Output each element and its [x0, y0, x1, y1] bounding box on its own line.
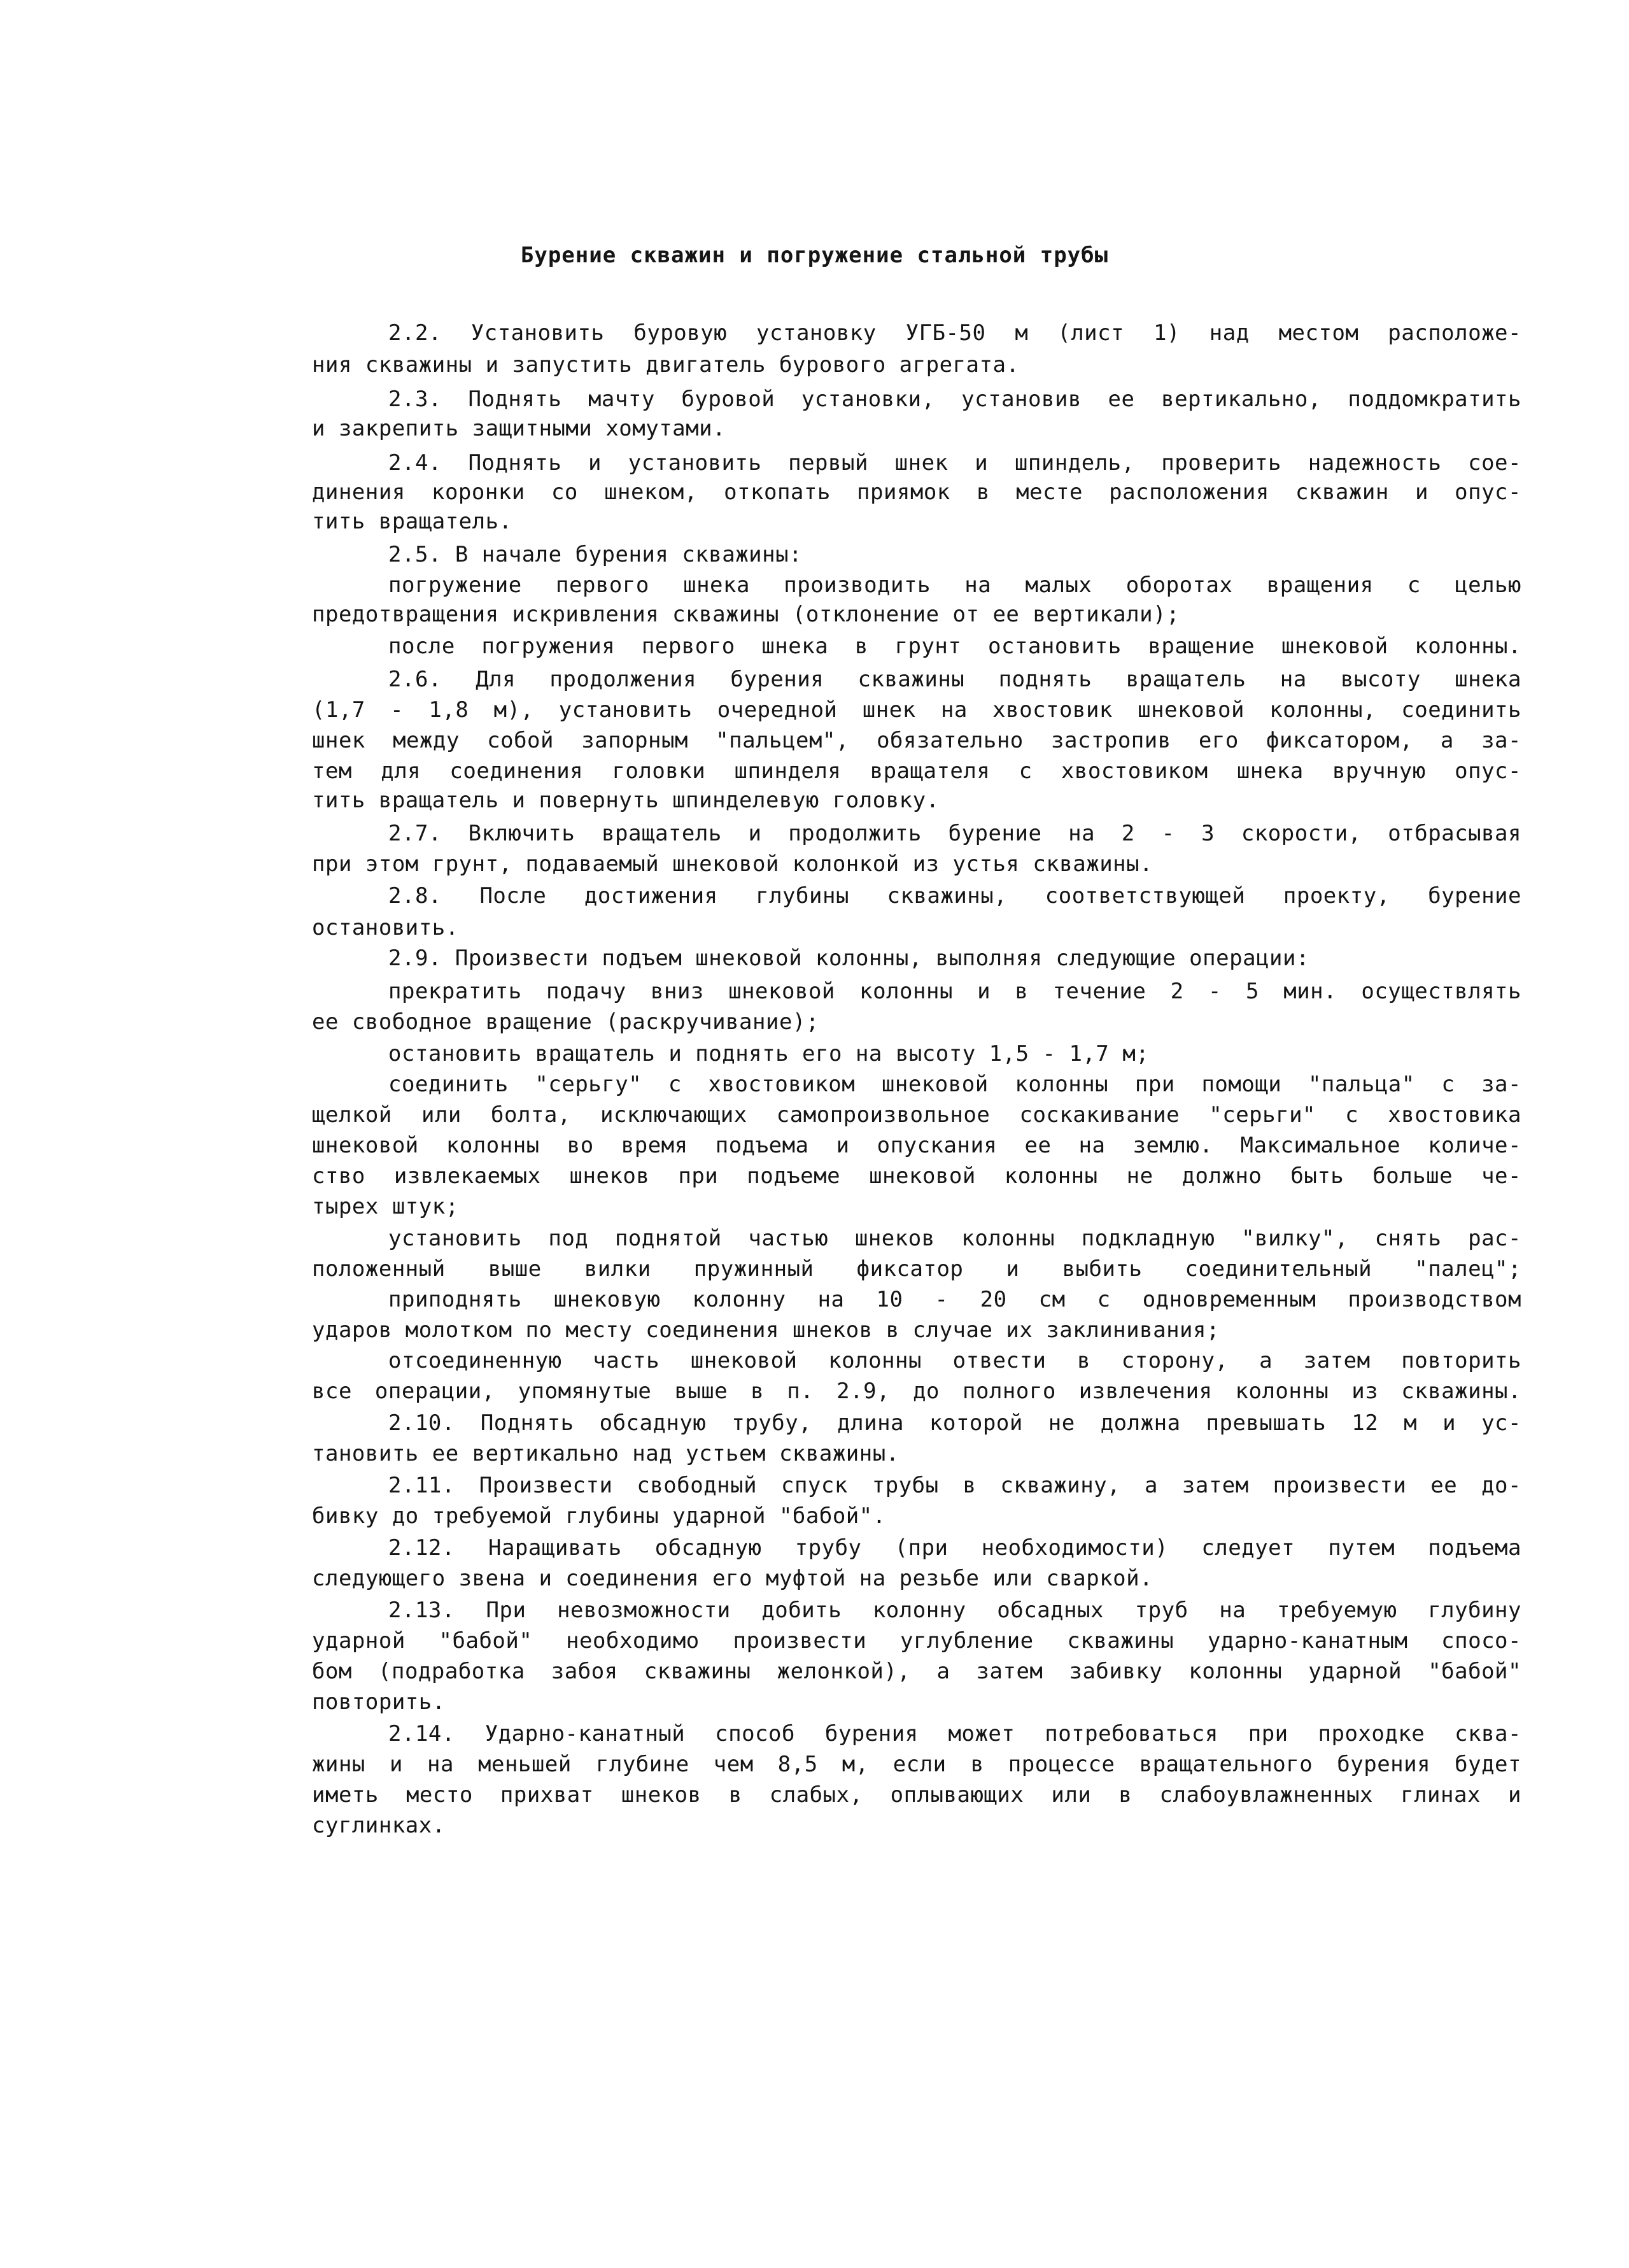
text-line: тить вращатель и повернуть шпинделевую головку. — [312, 788, 940, 813]
text-line: остановить. — [312, 915, 459, 940]
text-line: повторить. — [312, 1689, 446, 1715]
text-line: ство извлекаемых шнеков при подъеме шнековой колонны не должно быть больше че- — [312, 1163, 1521, 1189]
text-line: предотвращения искривления скважины (отклонение от ее вертикали); — [312, 602, 1180, 627]
text-line: погружение первого шнека производить на малых оборотах вращения с целью — [388, 572, 1521, 598]
text-line: 2.4. Поднять и установить первый шнек и шпиндель, проверить надежность сое- — [388, 450, 1521, 476]
text-line: шнековой колонны во время подъема и опускания ее на землю. Максимальное количе- — [312, 1133, 1521, 1158]
page-title: Бурение скважин и погружение стальной трубы — [520, 243, 1109, 268]
text-line: шнек между собой запорным "пальцем", обязательно застропив его фиксатором, а за- — [312, 728, 1521, 753]
text-line: тить вращатель. — [312, 509, 512, 534]
text-line: ударов молотком по месту соединения шнеков в случае их заклинивания; — [312, 1317, 1220, 1343]
text-line: ее свободное вращение (раскручивание); — [312, 1009, 819, 1035]
text-line: 2.8. После достижения глубины скважины, соответствующей проекту, бурение — [388, 883, 1521, 909]
text-line: бом (подработка забоя скважины желонкой), а затем забивку колонны ударной "бабой" — [312, 1659, 1521, 1684]
text-line: тырех штук; — [312, 1194, 459, 1219]
text-line: тановить ее вертикально над устьем скважины. — [312, 1441, 899, 1466]
text-line: 2.3. Поднять мачту буровой установки, установив ее вертикально, поддомкратить — [388, 386, 1521, 412]
text-line: следующего звена и соединения его муфтой на резьбе или сваркой. — [312, 1566, 1153, 1591]
text-line: 2.9. Произвести подъем шнековой колонны, выполняя следующие операции: — [388, 946, 1309, 971]
text-line: 2.14. Ударно-канатный способ бурения может потребоваться при проходке сква- — [388, 1721, 1521, 1747]
text-line: суглинках. — [312, 1813, 446, 1838]
text-line: щелкой или болта, исключающих самопроизвольное соскакивание "серьги" с хвостовика — [312, 1102, 1521, 1128]
text-line: (1,7 - 1,8 м), установить очередной шнек на хвостовик шнековой колонны, соединить — [312, 697, 1521, 723]
text-line: и закрепить защитными хомутами. — [312, 416, 726, 441]
text-line: прекратить подачу вниз шнековой колонны и в течение 2 - 5 мин. осуществлять — [388, 979, 1521, 1004]
text-line: после погружения первого шнека в грунт остановить вращение шнековой колонны. — [388, 634, 1521, 659]
text-line: жины и на меньшей глубине чем 8,5 м, если в процессе вращательного бурения будет — [312, 1752, 1521, 1777]
text-line: иметь место прихват шнеков в слабых, оплывающих или в слабоувлажненных глинах и — [312, 1782, 1521, 1808]
text-line: положенный выше вилки пружинный фиксатор и выбить соединительный "палец"; — [312, 1256, 1521, 1282]
text-line: соединить "серьгу" с хвостовиком шнековой колонны при помощи "пальца" с за- — [388, 1072, 1521, 1097]
text-line: ударной "бабой" необходимо произвести углубление скважины ударно-канатным спосо- — [312, 1628, 1521, 1654]
text-line: 2.12. Наращивать обсадную трубу (при необходимости) следует путем подъема — [388, 1535, 1521, 1561]
text-line: остановить вращатель и поднять его на высоту 1,5 - 1,7 м; — [388, 1041, 1150, 1067]
text-line: 2.13. При невозможности добить колонну обсадных труб на требуемую глубину — [388, 1598, 1521, 1623]
text-line: при этом грунт, подаваемый шнековой колонкой из устья скважины. — [312, 851, 1153, 877]
text-line: ния скважины и запустить двигатель бурового агрегата. — [312, 352, 1020, 378]
text-line: 2.5. В начале бурения скважины: — [388, 542, 803, 567]
text-line: бивку до требуемой глубины ударной "бабой". — [312, 1503, 886, 1529]
text-line: установить под поднятой частью шнеков колонны подкладную "вилку", снять рас- — [388, 1226, 1521, 1251]
text-line: 2.2. Установить буровую установку УГБ-50 м (лист 1) над местом расположе- — [388, 320, 1521, 346]
text-line: отсоединенную часть шнековой колонны отвести в сторону, а затем повторить — [388, 1348, 1521, 1373]
text-line: 2.6. Для продолжения бурения скважины поднять вращатель на высоту шнека — [388, 667, 1521, 692]
text-line: все операции, упомянутые выше в п. 2.9, до полного извлечения колонны из скважины. — [312, 1379, 1521, 1404]
text-line: 2.11. Произвести свободный спуск трубы в скважину, а затем произвести ее до- — [388, 1473, 1521, 1498]
text-line: приподнять шнековую колонну на 10 - 20 см с одновременным производством — [388, 1287, 1521, 1312]
text-line: динения коронки со шнеком, откопать приямок в месте расположения скважин и опус- — [312, 479, 1521, 505]
text-line: тем для соединения головки шпинделя вращателя с хвостовиком шнека вручную опус- — [312, 758, 1521, 784]
text-line: 2.10. Поднять обсадную трубу, длина которой не должна превышать 12 м и ус- — [388, 1410, 1521, 1436]
text-line: 2.7. Включить вращатель и продолжить бурение на 2 - 3 скорости, отбрасывая — [388, 821, 1521, 846]
